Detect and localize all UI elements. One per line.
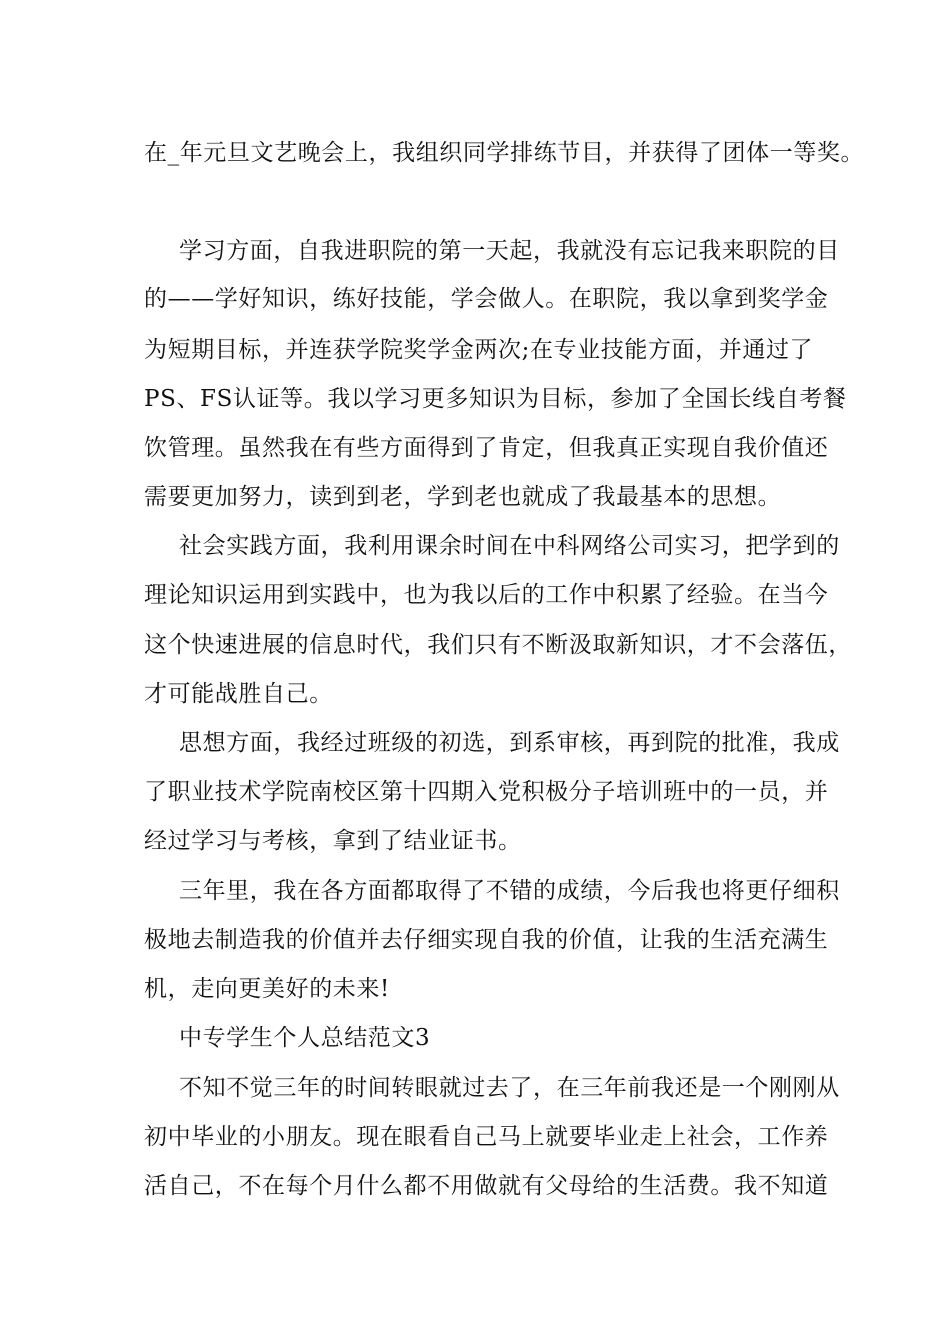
text-line-study-6: 需要更加努力，读到到老，学到老也就成了我最基本的思想。 xyxy=(144,484,782,510)
text-line-summary-3: 机，走向更美好的未来! xyxy=(144,976,390,1002)
text-line-award: 在_年元旦文艺晚会上，我组织同学排练节目，并获得了团体一等奖。 xyxy=(144,140,865,166)
text-line-practice-3: 这个快速进展的信息时代，我们只有不断汲取新知识，才不会落伍， xyxy=(144,632,852,658)
text-line-practice-1: 社会实践方面，我利用课余时间在中科网络公司实习，把学到的 xyxy=(179,533,840,559)
text-line-study-3: 为短期目标，并连获学院奖学金两次;在专业技能方面，并通过了 xyxy=(144,337,814,363)
text-line-intro-2: 初中毕业的小朋友。现在眼看自己马上就要毕业走上社会，工作养 xyxy=(144,1124,829,1150)
text-line-thought-2: 了职业技术学院南校区第十四期入党积极分子培训班中的一员，并 xyxy=(144,779,829,805)
text-line-summary-1: 三年里，我在各方面都取得了不错的成绩，今后我也将更仔细积 xyxy=(179,878,840,904)
text-line-thought-3: 经过学习与考核，拿到了结业证书。 xyxy=(144,828,522,854)
text-line-thought-1: 思想方面，我经过班级的初选，到系审核，再到院的批准，我成 xyxy=(179,730,840,756)
text-line-practice-4: 才可能战胜自己。 xyxy=(144,681,333,707)
text-line-practice-2: 理论知识运用到实践中，也为我以后的工作中积累了经验。在当今 xyxy=(144,582,829,608)
text-line-study-4: PS、FS认证等。我以学习更多知识为目标，参加了全国长线自考餐 xyxy=(144,386,847,412)
text-line-study-2: 的——学好知识，练好技能，学会做人。在职院，我以拿到奖学金 xyxy=(144,286,829,312)
text-line-study-1: 学习方面，自我进职院的第一天起，我就没有忘记我来职院的目 xyxy=(179,238,840,264)
text-line-intro-1: 不知不觉三年的时间转眼就过去了，在三年前我还是一个刚刚从 xyxy=(179,1075,840,1101)
text-line-summary-2: 极地去制造我的价值并去仔细实现自我的价值，让我的生活充满生 xyxy=(144,927,829,953)
text-line-intro-3: 活自己，不在每个月什么都不用做就有父母给的生活费。我不知道 xyxy=(144,1173,829,1199)
section-heading: 中专学生个人总结范文3 xyxy=(179,1025,431,1051)
text-line-study-5: 饮管理。虽然我在有些方面得到了肯定，但我真正实现自我价值还 xyxy=(144,435,829,461)
